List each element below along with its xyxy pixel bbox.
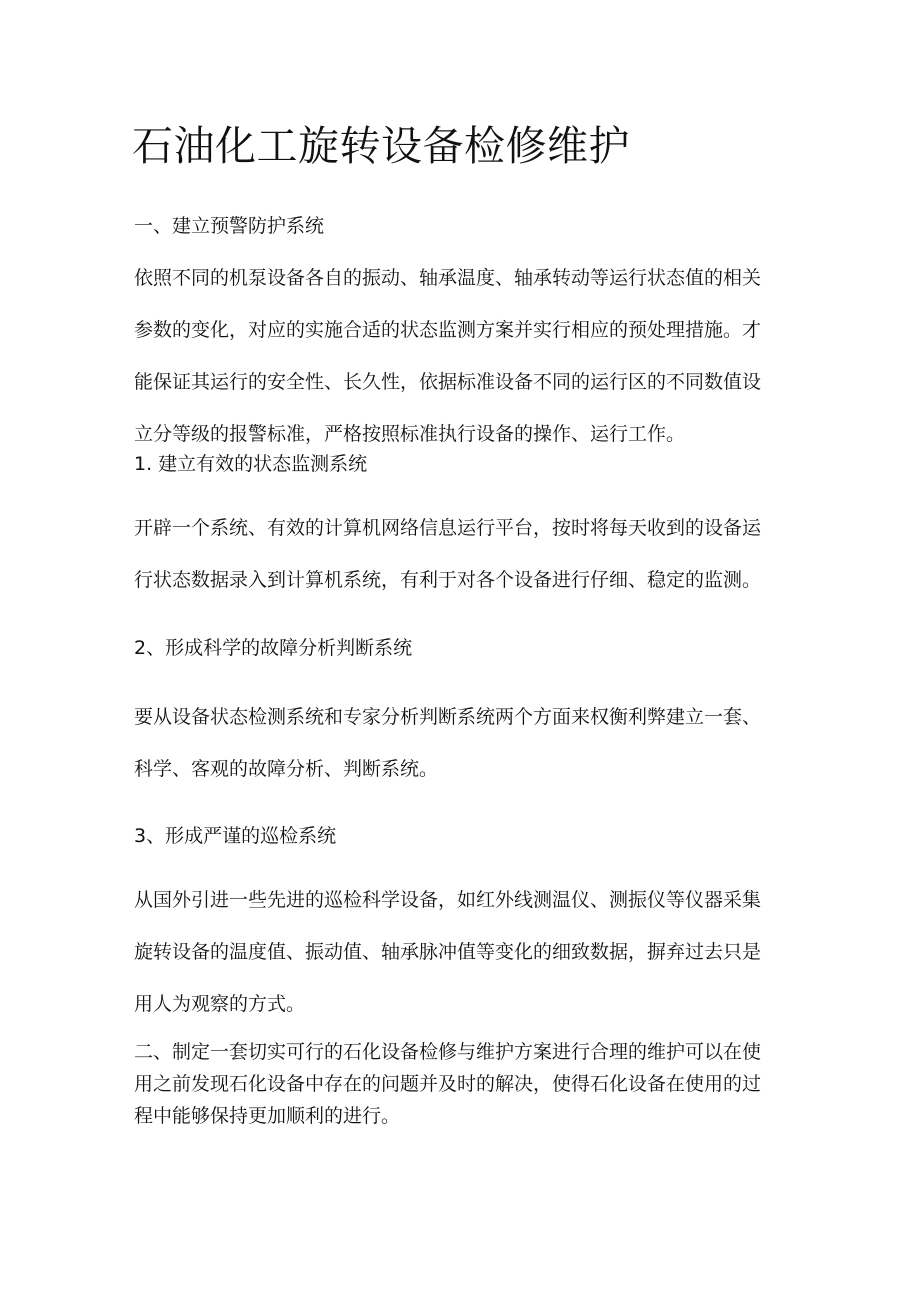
subsection-3-paragraph [134, 874, 814, 1030]
section-1-paragraph [134, 252, 814, 460]
section-heading-1: 一、建立预警防护系统 [134, 215, 325, 237]
paragraph-line: 程中能够保持更加顺利的进行。 [134, 1105, 401, 1127]
paragraph-line: 开辟一个系统、有效的计算机网络信息运行平台，按时将每天收到的设备运 [134, 517, 762, 539]
paragraph-line: 依照不同的机泵设备各自的振动、轴承温度、轴承转动等运行状态值的相关 [134, 267, 762, 289]
subsection-2-paragraph [134, 691, 814, 795]
paragraph-line: 用人为观察的方式。 [134, 993, 306, 1015]
paragraph-line: 科学、客观的故障分析、判断系统。 [134, 758, 439, 780]
paragraph-line: 能保证其运行的安全性、长久性，依据标准设备不同的运行区的不同数值设 [134, 371, 762, 393]
paragraph-line: 二、制定一套切实可行的石化设备检修与维护方案进行合理的维护可以在使 [134, 1041, 762, 1063]
paragraph-line: 立分等级的报警标准，严格按照标准执行设备的操作、运行工作。 [134, 423, 686, 445]
subsection-heading-1: 1. 建立有效的状态监测系统 [134, 453, 368, 475]
subsection-1-paragraph [134, 502, 814, 606]
paragraph-line: 参数的变化，对应的实施合适的状态监测方案并实行相应的预处理措施。才 [134, 319, 762, 341]
document-title: 石油化工旋转设备检修维护 [132, 122, 630, 170]
paragraph-line: 要从设备状态检测系统和专家分析判断系统两个方面来权衡利弊建立一套、 [134, 706, 762, 728]
subsection-heading-2: 2、形成科学的故障分析判断系统 [134, 637, 413, 659]
subsection-heading-3: 3、形成严谨的巡检系统 [134, 825, 337, 847]
paragraph-line: 行状态数据录入到计算机系统，有利于对各个设备进行仔细、稳定的监测。 [134, 569, 762, 591]
section-2-paragraph [134, 1036, 814, 1132]
paragraph-line: 旋转设备的温度值、振动值、轴承脉冲值等变化的细致数据，摒弃过去只是 [134, 941, 762, 963]
paragraph-line: 用之前发现石化设备中存在的问题并及时的解决，使得石化设备在使用的过 [134, 1073, 762, 1095]
paragraph-line: 从国外引进一些先进的巡检科学设备，如红外线测温仪、测振仪等仪器采集 [134, 889, 762, 911]
